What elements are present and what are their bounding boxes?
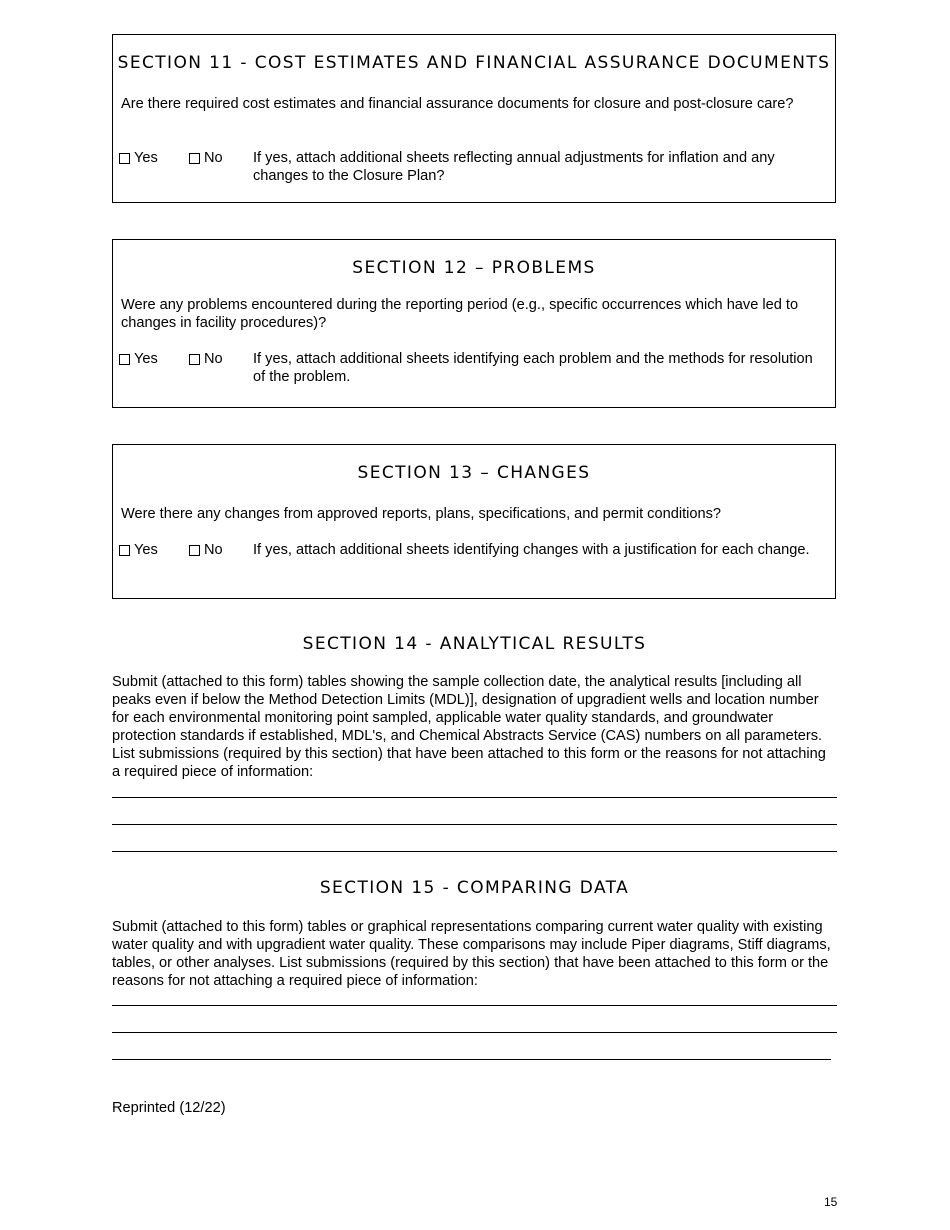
- section-12-no-label: No: [204, 351, 223, 367]
- page-number: 15: [824, 1195, 838, 1209]
- section-13-title: SECTION 13 – CHANGES: [357, 463, 591, 483]
- section-11-box: [112, 34, 836, 203]
- section-12-answer-row: [119, 350, 827, 386]
- section-13-no-option[interactable]: [189, 541, 253, 559]
- section-12-question: Were any problems encountered during the reporting period (e.g., specific occurrences which have led to changes in facility procedures)?: [121, 297, 799, 331]
- section-11-note: If yes, attach additional sheets reflecting annual adjustments for inflation and any changes to the Closure Plan?: [253, 150, 775, 184]
- section-11-yes-label: Yes: [134, 150, 158, 166]
- section-11-yes-checkbox[interactable]: [119, 153, 130, 164]
- section-13-note: If yes, attach additional sheets identifying changes with a justification for each change.: [253, 542, 810, 558]
- section-13-question: Were there any changes from approved reports, plans, specifications, and permit conditions?: [121, 506, 722, 522]
- section-15-answer-line-1[interactable]: [112, 1005, 837, 1006]
- section-15-title: SECTION 15 - COMPARING DATA: [319, 878, 630, 898]
- section-13-yes-option[interactable]: [119, 541, 189, 559]
- section-11-answer-row: [119, 149, 827, 185]
- section-11-yes-option[interactable]: [119, 149, 189, 167]
- section-15: [112, 878, 837, 989]
- section-14-answer-line-1[interactable]: [112, 797, 837, 798]
- section-13-box: [112, 444, 836, 599]
- section-14-body: Submit (attached to this form) tables showing the sample collection date, the analytical results [including all peaks even if below the Method Detection Limits (MDL)], designation of upgradient wells and location number for each environmental monitoring point sampled, applicable water quality standards, and groundwater protection standards if established, MDL's, and Chemical Abstracts Service (CAS) numbers on all parameters. List submissions (required by this section) that have been attached to this form or the reasons for not attaching a required piece of information:: [112, 674, 826, 780]
- section-12-no-option[interactable]: [189, 350, 253, 368]
- section-11-title: SECTION 11 - COST ESTIMATES AND FINANCIAL ASSURANCE DOCUMENTS: [117, 53, 831, 73]
- section-11-question: Are there required cost estimates and financial assurance documents for closure and post-closure care?: [121, 96, 794, 112]
- section-12-box: [112, 239, 836, 408]
- section-12-title: SECTION 12 – PROBLEMS: [352, 258, 596, 278]
- section-13-no-label: No: [204, 542, 223, 558]
- section-13-yes-checkbox[interactable]: [119, 545, 130, 556]
- section-12-yes-option[interactable]: [119, 350, 189, 368]
- section-15-answer-line-2[interactable]: [112, 1032, 837, 1033]
- section-11-no-label: No: [204, 150, 223, 166]
- section-12-yes-checkbox[interactable]: [119, 354, 130, 365]
- section-12-note: If yes, attach additional sheets identifying each problem and the methods for resolution of the problem.: [253, 351, 813, 385]
- section-12-no-checkbox[interactable]: [189, 354, 200, 365]
- section-13-yes-label: Yes: [134, 542, 158, 558]
- section-11-no-checkbox[interactable]: [189, 153, 200, 164]
- section-14: [112, 634, 837, 780]
- section-14-answer-line-2[interactable]: [112, 824, 837, 825]
- section-12-yes-label: Yes: [134, 351, 158, 367]
- section-14-title: SECTION 14 - ANALYTICAL RESULTS: [302, 634, 647, 654]
- reprinted-date: Reprinted (12/22): [112, 1100, 226, 1116]
- section-15-answer-line-3[interactable]: [112, 1059, 831, 1060]
- section-14-answer-line-3[interactable]: [112, 851, 837, 852]
- section-11-no-option[interactable]: [189, 149, 253, 167]
- section-13-answer-row: [119, 541, 827, 559]
- section-13-no-checkbox[interactable]: [189, 545, 200, 556]
- section-15-body: Submit (attached to this form) tables or graphical representations comparing current water quality with existing water quality and with upgradient water quality. These comparisons may include Piper diagrams, Stiff diagrams, tables, or other analyses. List submissions (required by this section) that have been attached to this form or the reasons for not attaching a required piece of information:: [112, 919, 831, 989]
